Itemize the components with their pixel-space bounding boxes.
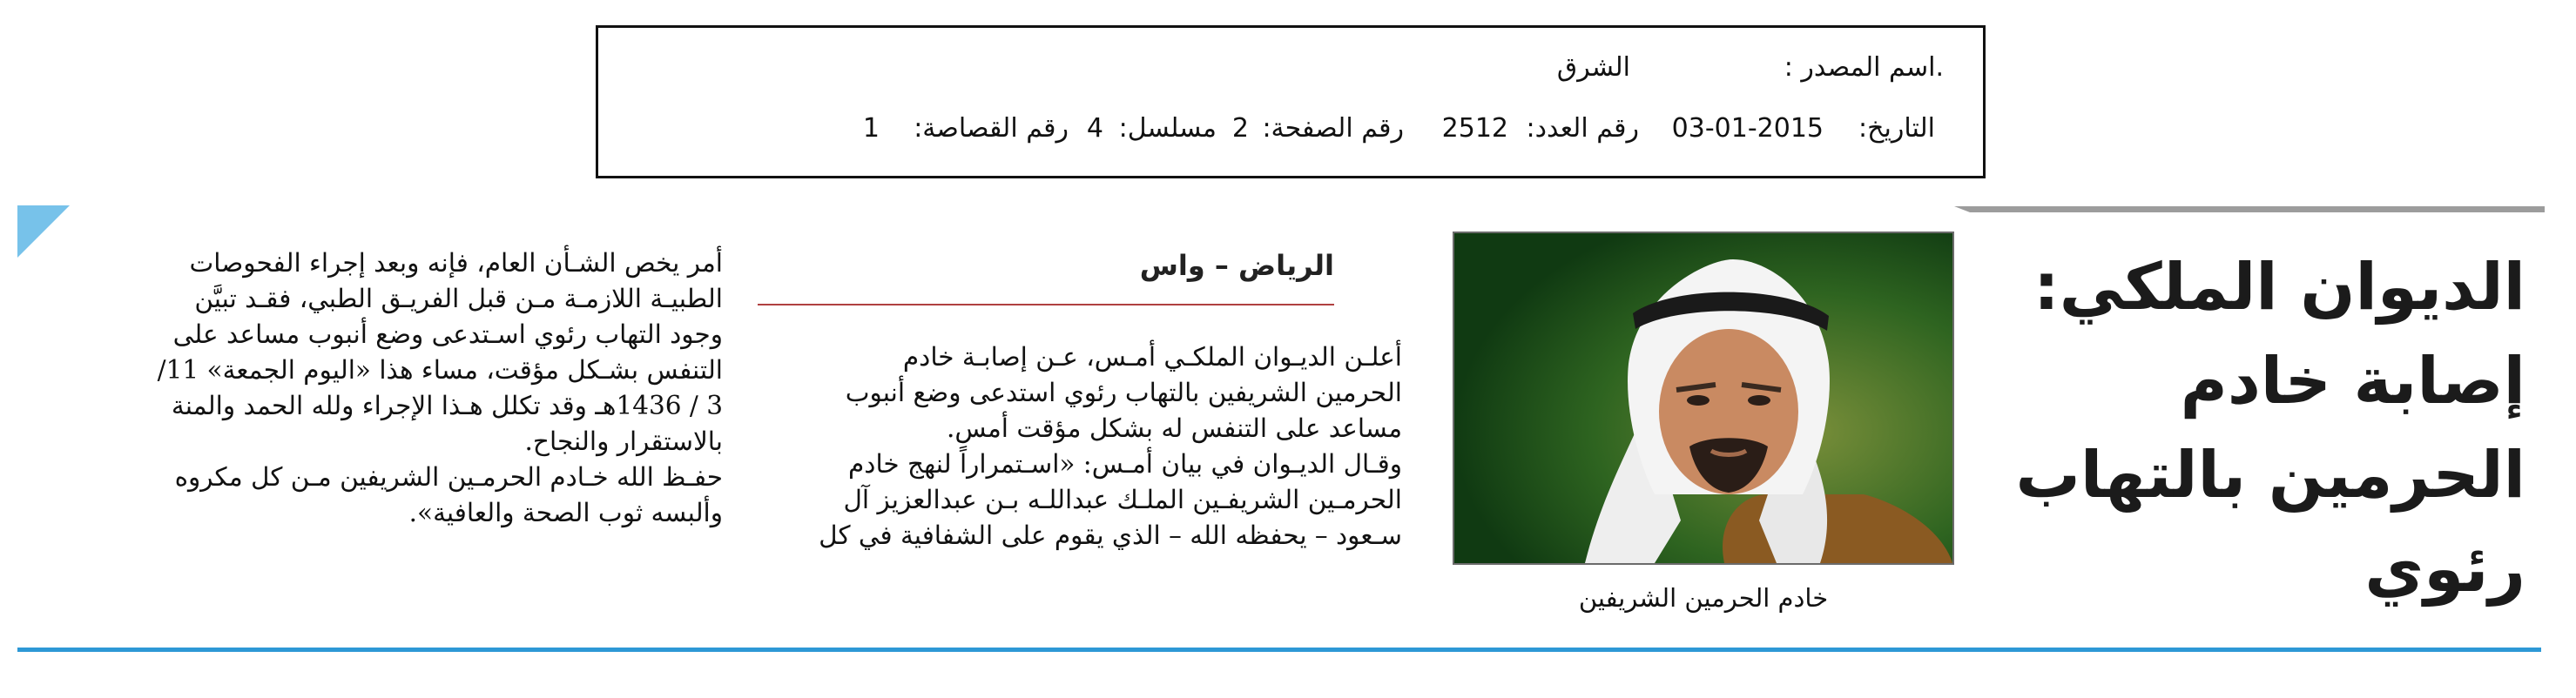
clip-value: 1 (862, 113, 880, 144)
date-value: 03-01-2015 (1671, 113, 1824, 144)
source-info-box (596, 25, 1986, 178)
source-value: الشرق (1556, 52, 1630, 83)
body-line: بالاستقرار والنجاح. (524, 426, 723, 456)
issue-label: رقم العدد: (1526, 113, 1639, 144)
issue-value: 2512 (1441, 113, 1508, 144)
body-line: الحرمـين الشريفـين الملـك عبداللـه بـن عبدالعزيز آل (843, 485, 1402, 514)
page-label: رقم الصفحة: (1262, 113, 1404, 144)
article-headline (2003, 240, 2525, 616)
article-photo (1453, 232, 1954, 565)
bottom-divider (17, 648, 2541, 652)
body-line: أعلـن الديـوان الملكـي أمـس، عـن إصابـة خادم (902, 342, 1402, 372)
article-body-column-1 (758, 339, 1402, 554)
body-line: سـعود – يحفظه الله – الذي يقوم على الشفافية في كل (819, 520, 1402, 550)
clip-label: رقم القصاصة: (914, 113, 1069, 144)
headline-line: إصابة خادم (2180, 344, 2525, 419)
portrait-illustration (1454, 233, 1952, 563)
body-line: أمر يخص الشـأن العام، فإنه وبعد إجراء الفحوصات (189, 248, 723, 278)
date-label: التاريخ: (1858, 113, 1935, 144)
article-body-column-2 (52, 245, 723, 531)
page-value: 2 (1231, 113, 1249, 144)
headline-line: الديوان الملكي: (2033, 250, 2525, 325)
article-byline: الرياض – واس (1139, 249, 1334, 282)
body-line: التنفس بشـكل مؤقت، مساء هذا «اليوم الجمعة» 11/ (157, 355, 723, 385)
serial-label: مسلسل: (1118, 113, 1217, 144)
headline-line: الحرمين بالتهاب (2015, 438, 2525, 513)
body-line: وألبسه ثوب الصحة والعافية». (408, 498, 723, 527)
body-line: الحرمين الشريفين بالتهاب رئوي استدعى وضع أنبوب (845, 378, 1402, 407)
photo-caption: خادم الحرمين الشريفين (1578, 583, 1829, 613)
body-line: مساعد على التنفس له بشكل مؤقت أمس. (947, 413, 1402, 443)
body-line: 3 / 1436هـ وقد تكلل هـذا الإجراء ولله الحمد والمنة (171, 391, 723, 420)
byline-underline (758, 304, 1334, 305)
body-line: وجود التهاب رئوي اسـتدعى وضع أنبوب مساعد على (172, 319, 723, 349)
top-divider (1970, 206, 2545, 212)
body-line: حفـظ الله خـادم الحرمـين الشريفين مـن كل مكروه (174, 462, 723, 492)
serial-value: 4 (1086, 113, 1103, 144)
body-line: الطبيـة اللازمـة مـن قبل الفريـق الطبي، فقـد تبيَّن (194, 284, 723, 313)
body-line: وقـال الديـوان في بيان أمـس: «اسـتمراراً لنهج خادم (848, 449, 1402, 479)
headline-line: رئوي (2364, 532, 2525, 607)
source-label: .اسم المصدر : (1784, 52, 1944, 83)
